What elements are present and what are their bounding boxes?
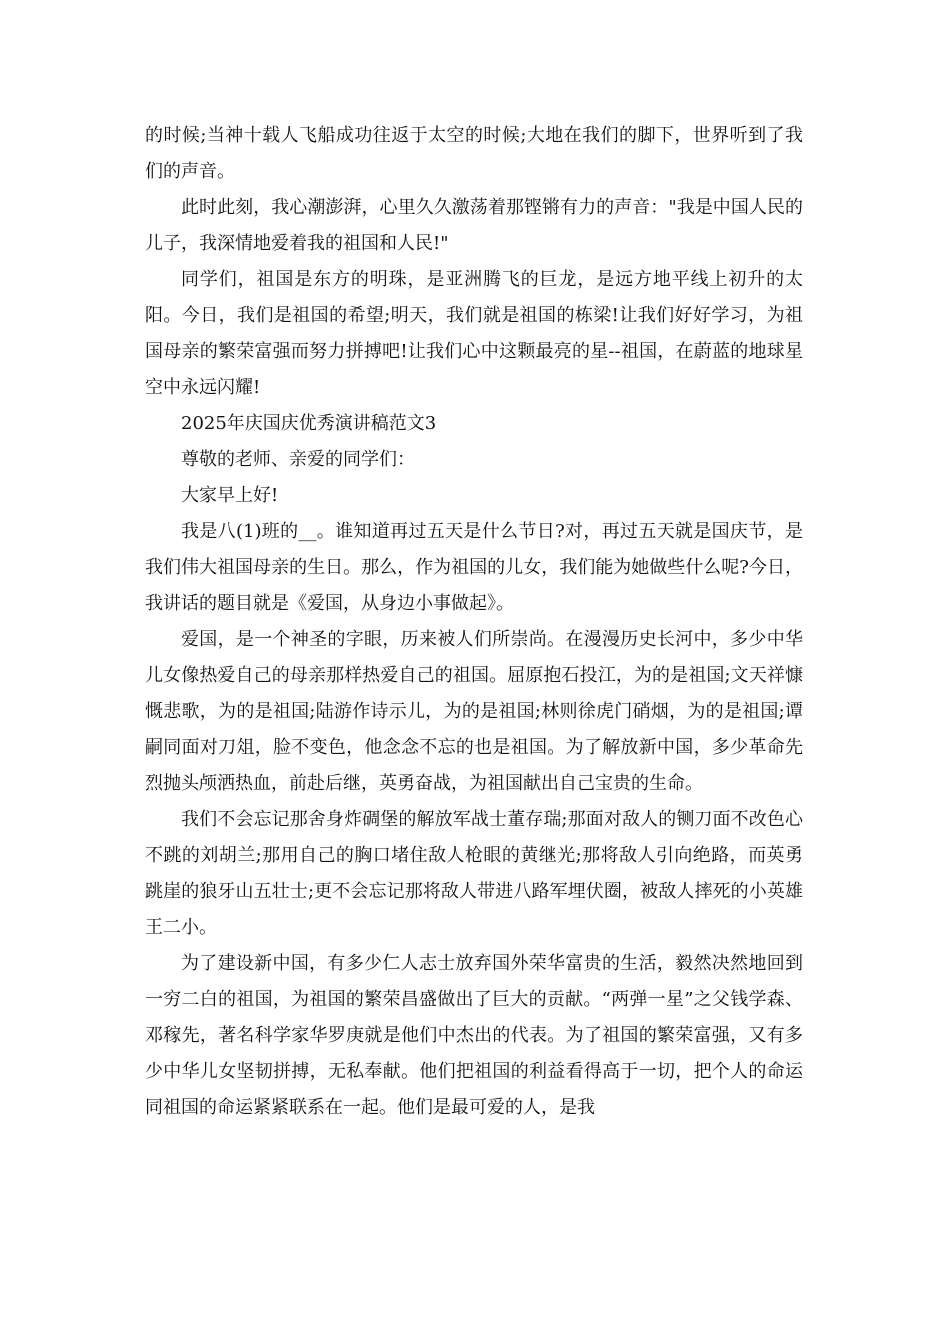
paragraph-10: 为了建设新中国，有多少仁人志士放弃国外荣华富贵的生活，毅然决然地回到一穷二白的祖国，为祖国的繁荣昌盛做出了巨大的贡献。“两弹一星”之父钱学森、邓稼先，著名科学家华罗庚就是他们中杰出的代表。为了祖国的繁荣富强，又有多少中华儿女坚韧拼搏，无私奉献。他们把祖国的利益看得高于一切，把个人的命运同祖国的命运紧紧联系在一起。他们是最可爱的人，是我 xyxy=(145,953,803,1118)
document-body xyxy=(145,118,803,1126)
paragraph-7: 我是八(1)班的__。谁知道再过五天是什么节日?对，再过五天就是国庆节，是我们伟大祖国母亲的生日。那么，作为祖国的儿女，我们能为她做些什么呢?今日，我讲话的题目就是《爱国，从身边小事做起》。 xyxy=(145,521,803,614)
salutation: 尊敬的老师、亲爱的同学们： xyxy=(181,449,415,470)
paragraph-3: 同学们，祖国是东方的明珠，是亚洲腾飞的巨龙，是远方地平线上初升的太阳。今日，我们是祖国的希望;明天，我们就是祖国的栋梁!让我们好好学习，为祖国母亲的繁荣富强而努力拼搏吧!让我们心中这颗最亮的星--祖国，在蔚蓝的地球星空中永远闪耀! xyxy=(145,269,803,398)
section-heading: 2025年庆国庆优秀演讲稿范文3 xyxy=(181,413,437,434)
paragraph-1: 的时候;当神十载人飞船成功往返于太空的时候;大地在我们的脚下，世界听到了我们的声音。 xyxy=(145,125,803,182)
greeting: 大家早上好! xyxy=(181,485,279,506)
paragraph-8: 爱国，是一个神圣的字眼，历来被人们所崇尚。在漫漫历史长河中，多少中华儿女像热爱自己的母亲那样热爱自己的祖国。屈原抱石投江，为的是祖国;文天祥慷慨悲歌，为的是祖国;陆游作诗示儿，为的是祖国;林则徐虎门硝烟，为的是祖国;谭嗣同面对刀俎，脸不变色，他念念不忘的也是祖国。为了解放新中国，多少革命先烈抛头颅洒热血，前赴后继，英勇奋战，为祖国献出自己宝贵的生命。 xyxy=(145,629,803,794)
paragraph-2: 此时此刻，我心潮澎湃，心里久久激荡着那铿锵有力的声音："我是中国人民的儿子，我深情地爱着我的祖国和人民!" xyxy=(145,197,803,254)
paragraph-9: 我们不会忘记那舍身炸碉堡的解放军战士董存瑞;那面对敌人的铡刀面不改色心不跳的刘胡兰;那用自己的胸口堵住敌人枪眼的黄继光;那将敌人引向绝路，而英勇跳崖的狼牙山五壮士;更不会忘记那将敌人带进八路军埋伏圈，被敌人摔死的小英雄王二小。 xyxy=(145,809,803,938)
